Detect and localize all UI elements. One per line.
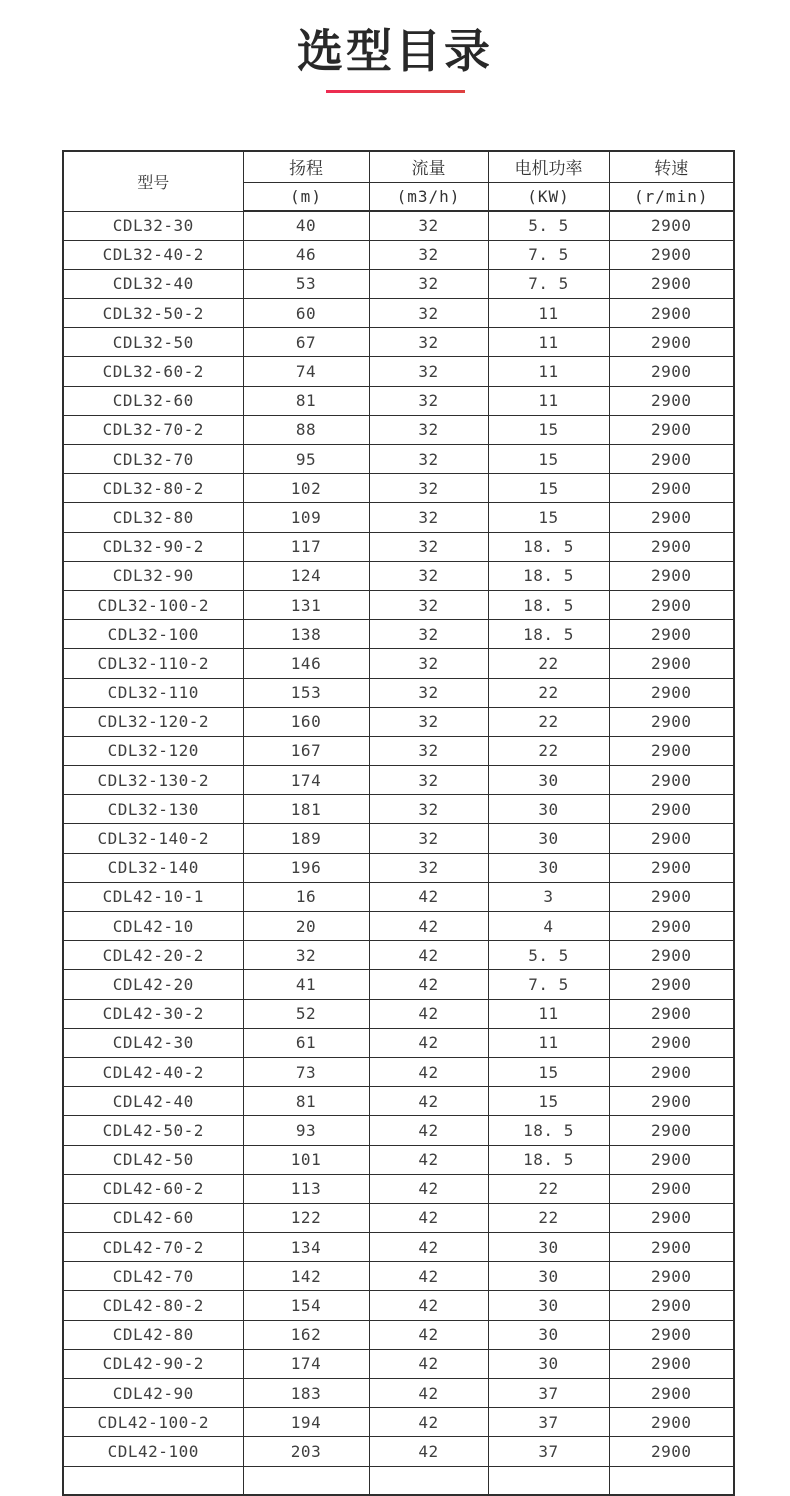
- flow-cell: 32: [369, 532, 488, 561]
- model-cell: CDL42-70: [63, 1262, 243, 1291]
- power-cell: 18. 5: [488, 590, 609, 619]
- column-header-power: 电机功率: [488, 151, 609, 182]
- table-row: [63, 678, 734, 707]
- table-body: [63, 211, 734, 1495]
- table-row: [63, 1408, 734, 1437]
- table-row: [63, 590, 734, 619]
- model-cell: CDL42-40-2: [63, 1057, 243, 1086]
- model-cell: CDL42-60: [63, 1203, 243, 1232]
- model-cell: CDL32-40: [63, 269, 243, 298]
- flow-cell: 42: [369, 1320, 488, 1349]
- power-cell: 7. 5: [488, 269, 609, 298]
- speed-cell: 2900: [609, 445, 734, 474]
- head-cell: 117: [243, 532, 369, 561]
- header-label-row: [63, 151, 734, 182]
- power-cell: 22: [488, 1174, 609, 1203]
- empty-cell: [369, 1466, 488, 1495]
- speed-cell: 2900: [609, 941, 734, 970]
- power-cell: 7. 5: [488, 240, 609, 269]
- flow-cell: 42: [369, 1203, 488, 1232]
- speed-cell: 2900: [609, 882, 734, 911]
- power-cell: 18. 5: [488, 1116, 609, 1145]
- power-cell: 30: [488, 824, 609, 853]
- flow-cell: 42: [369, 1087, 488, 1116]
- flow-cell: 42: [369, 999, 488, 1028]
- flow-cell: 32: [369, 503, 488, 532]
- table-row: [63, 1028, 734, 1057]
- speed-cell: 2900: [609, 649, 734, 678]
- partial-clipped-row: [63, 1466, 734, 1495]
- head-cell: 88: [243, 415, 369, 444]
- flow-cell: 42: [369, 912, 488, 941]
- table-row: [63, 1379, 734, 1408]
- power-cell: 18. 5: [488, 561, 609, 590]
- page-title: 选型目录: [297, 24, 493, 78]
- selection-catalog-table: [62, 150, 735, 1496]
- head-cell: 61: [243, 1028, 369, 1057]
- power-cell: 37: [488, 1379, 609, 1408]
- model-cell: CDL32-50-2: [63, 299, 243, 328]
- power-cell: 15: [488, 1087, 609, 1116]
- speed-cell: 2900: [609, 1028, 734, 1057]
- flow-cell: 42: [369, 1408, 488, 1437]
- head-cell: 95: [243, 445, 369, 474]
- model-cell: CDL32-50: [63, 328, 243, 357]
- table-row: [63, 970, 734, 999]
- head-cell: 32: [243, 941, 369, 970]
- flow-cell: 42: [369, 1028, 488, 1057]
- power-cell: 11: [488, 1028, 609, 1057]
- head-cell: 122: [243, 1203, 369, 1232]
- power-cell: 37: [488, 1437, 609, 1466]
- table-header: [63, 151, 734, 211]
- head-cell: 153: [243, 678, 369, 707]
- head-cell: 101: [243, 1145, 369, 1174]
- head-cell: 16: [243, 882, 369, 911]
- model-cell: CDL32-30: [63, 211, 243, 240]
- table-row: [63, 1291, 734, 1320]
- model-cell: CDL42-20-2: [63, 941, 243, 970]
- empty-cell: [609, 1466, 734, 1495]
- speed-cell: 2900: [609, 1233, 734, 1262]
- speed-cell: 2900: [609, 386, 734, 415]
- flow-cell: 42: [369, 1262, 488, 1291]
- model-cell: CDL32-80: [63, 503, 243, 532]
- table-row: [63, 532, 734, 561]
- speed-cell: 2900: [609, 1437, 734, 1466]
- speed-cell: 2900: [609, 1116, 734, 1145]
- table-row: [63, 882, 734, 911]
- table-row: [63, 503, 734, 532]
- speed-cell: 2900: [609, 853, 734, 882]
- model-cell: CDL42-50: [63, 1145, 243, 1174]
- column-unit-speed: (r/min): [609, 182, 734, 211]
- column-unit-power: (KW): [488, 182, 609, 211]
- table-row: [63, 474, 734, 503]
- speed-cell: 2900: [609, 999, 734, 1028]
- speed-cell: 2900: [609, 707, 734, 736]
- speed-cell: 2900: [609, 620, 734, 649]
- flow-cell: 42: [369, 1349, 488, 1378]
- head-cell: 138: [243, 620, 369, 649]
- model-cell: CDL32-100-2: [63, 590, 243, 619]
- flow-cell: 32: [369, 561, 488, 590]
- model-cell: CDL42-50-2: [63, 1116, 243, 1145]
- head-cell: 113: [243, 1174, 369, 1203]
- table-row: [63, 240, 734, 269]
- head-cell: 142: [243, 1262, 369, 1291]
- model-cell: CDL32-130-2: [63, 766, 243, 795]
- speed-cell: 2900: [609, 503, 734, 532]
- table-row: [63, 649, 734, 678]
- table-row: [63, 1349, 734, 1378]
- head-cell: 93: [243, 1116, 369, 1145]
- speed-cell: 2900: [609, 269, 734, 298]
- speed-cell: 2900: [609, 328, 734, 357]
- flow-cell: 42: [369, 1116, 488, 1145]
- flow-cell: 42: [369, 1145, 488, 1174]
- power-cell: 5. 5: [488, 941, 609, 970]
- model-cell: CDL32-120: [63, 736, 243, 765]
- head-cell: 41: [243, 970, 369, 999]
- model-cell: CDL42-90-2: [63, 1349, 243, 1378]
- power-cell: 7. 5: [488, 970, 609, 999]
- speed-cell: 2900: [609, 299, 734, 328]
- flow-cell: 32: [369, 474, 488, 503]
- power-cell: 18. 5: [488, 620, 609, 649]
- power-cell: 22: [488, 736, 609, 765]
- head-cell: 189: [243, 824, 369, 853]
- model-cell: CDL42-90: [63, 1379, 243, 1408]
- speed-cell: 2900: [609, 1262, 734, 1291]
- table-row: [63, 620, 734, 649]
- table-row: [63, 1057, 734, 1086]
- flow-cell: 32: [369, 736, 488, 765]
- model-cell: CDL42-80-2: [63, 1291, 243, 1320]
- model-cell: CDL42-40: [63, 1087, 243, 1116]
- model-cell: CDL32-40-2: [63, 240, 243, 269]
- speed-cell: 2900: [609, 1203, 734, 1232]
- flow-cell: 42: [369, 941, 488, 970]
- speed-cell: 2900: [609, 678, 734, 707]
- model-cell: CDL42-80: [63, 1320, 243, 1349]
- power-cell: 5. 5: [488, 211, 609, 240]
- speed-cell: 2900: [609, 766, 734, 795]
- power-cell: 30: [488, 1262, 609, 1291]
- power-cell: 11: [488, 299, 609, 328]
- model-cell: CDL32-140-2: [63, 824, 243, 853]
- flow-cell: 42: [369, 1233, 488, 1262]
- speed-cell: 2900: [609, 1349, 734, 1378]
- table-row: [63, 445, 734, 474]
- table-row: [63, 1262, 734, 1291]
- speed-cell: 2900: [609, 795, 734, 824]
- speed-cell: 2900: [609, 211, 734, 240]
- power-cell: 30: [488, 853, 609, 882]
- table-row: [63, 1116, 734, 1145]
- flow-cell: 32: [369, 269, 488, 298]
- speed-cell: 2900: [609, 590, 734, 619]
- power-cell: 18. 5: [488, 532, 609, 561]
- power-cell: 30: [488, 1233, 609, 1262]
- table-row: [63, 795, 734, 824]
- model-cell: CDL32-130: [63, 795, 243, 824]
- head-cell: 46: [243, 240, 369, 269]
- model-cell: CDL42-30: [63, 1028, 243, 1057]
- speed-cell: 2900: [609, 532, 734, 561]
- speed-cell: 2900: [609, 357, 734, 386]
- model-cell: CDL42-70-2: [63, 1233, 243, 1262]
- column-header-flow: 流量: [369, 151, 488, 182]
- power-cell: 30: [488, 766, 609, 795]
- speed-cell: 2900: [609, 824, 734, 853]
- model-cell: CDL42-100: [63, 1437, 243, 1466]
- table-row: [63, 707, 734, 736]
- flow-cell: 32: [369, 386, 488, 415]
- table-row: [63, 386, 734, 415]
- head-cell: 196: [243, 853, 369, 882]
- column-unit-head: (m): [243, 182, 369, 211]
- speed-cell: 2900: [609, 970, 734, 999]
- speed-cell: 2900: [609, 240, 734, 269]
- head-cell: 102: [243, 474, 369, 503]
- head-cell: 40: [243, 211, 369, 240]
- power-cell: 11: [488, 357, 609, 386]
- table-row: [63, 211, 734, 240]
- table-row: [63, 415, 734, 444]
- speed-cell: 2900: [609, 561, 734, 590]
- flow-cell: 32: [369, 590, 488, 619]
- head-cell: 67: [243, 328, 369, 357]
- power-cell: 30: [488, 1320, 609, 1349]
- power-cell: 30: [488, 795, 609, 824]
- speed-cell: 2900: [609, 736, 734, 765]
- head-cell: 52: [243, 999, 369, 1028]
- model-cell: CDL32-140: [63, 853, 243, 882]
- model-cell: CDL32-60: [63, 386, 243, 415]
- empty-cell: [488, 1466, 609, 1495]
- head-cell: 53: [243, 269, 369, 298]
- table-row: [63, 328, 734, 357]
- flow-cell: 32: [369, 678, 488, 707]
- head-cell: 160: [243, 707, 369, 736]
- head-cell: 167: [243, 736, 369, 765]
- head-cell: 73: [243, 1057, 369, 1086]
- model-cell: CDL42-60-2: [63, 1174, 243, 1203]
- model-cell: CDL42-20: [63, 970, 243, 999]
- head-cell: 181: [243, 795, 369, 824]
- table-row: [63, 299, 734, 328]
- model-cell: CDL32-100: [63, 620, 243, 649]
- head-cell: 154: [243, 1291, 369, 1320]
- speed-cell: 2900: [609, 1408, 734, 1437]
- model-cell: CDL32-110: [63, 678, 243, 707]
- flow-cell: 42: [369, 1174, 488, 1203]
- table-row: [63, 999, 734, 1028]
- speed-cell: 2900: [609, 1057, 734, 1086]
- flow-cell: 32: [369, 649, 488, 678]
- speed-cell: 2900: [609, 474, 734, 503]
- power-cell: 15: [488, 415, 609, 444]
- head-cell: 109: [243, 503, 369, 532]
- table-row: [63, 269, 734, 298]
- speed-cell: 2900: [609, 1320, 734, 1349]
- speed-cell: 2900: [609, 1145, 734, 1174]
- flow-cell: 42: [369, 970, 488, 999]
- head-cell: 183: [243, 1379, 369, 1408]
- empty-cell: [63, 1466, 243, 1495]
- model-cell: CDL32-90: [63, 561, 243, 590]
- flow-cell: 32: [369, 795, 488, 824]
- model-cell: CDL42-10: [63, 912, 243, 941]
- power-cell: 15: [488, 1057, 609, 1086]
- head-cell: 20: [243, 912, 369, 941]
- column-header-speed: 转速: [609, 151, 734, 182]
- power-cell: 22: [488, 678, 609, 707]
- power-cell: 18. 5: [488, 1145, 609, 1174]
- flow-cell: 32: [369, 299, 488, 328]
- flow-cell: 32: [369, 853, 488, 882]
- table-row: [63, 1203, 734, 1232]
- model-cell: CDL42-30-2: [63, 999, 243, 1028]
- model-cell: CDL32-90-2: [63, 532, 243, 561]
- power-cell: 15: [488, 445, 609, 474]
- power-cell: 11: [488, 386, 609, 415]
- head-cell: 131: [243, 590, 369, 619]
- model-cell: CDL42-100-2: [63, 1408, 243, 1437]
- table-row: [63, 853, 734, 882]
- column-header-head: 扬程: [243, 151, 369, 182]
- head-cell: 134: [243, 1233, 369, 1262]
- table-row: [63, 824, 734, 853]
- flow-cell: 32: [369, 707, 488, 736]
- speed-cell: 2900: [609, 1291, 734, 1320]
- column-unit-flow: (m3/h): [369, 182, 488, 211]
- head-cell: 81: [243, 386, 369, 415]
- table-row: [63, 912, 734, 941]
- flow-cell: 32: [369, 766, 488, 795]
- power-cell: 22: [488, 707, 609, 736]
- head-cell: 60: [243, 299, 369, 328]
- head-cell: 203: [243, 1437, 369, 1466]
- column-header-model: 型号: [63, 151, 243, 211]
- power-cell: 22: [488, 1203, 609, 1232]
- table-row: [63, 1437, 734, 1466]
- power-cell: 11: [488, 328, 609, 357]
- flow-cell: 32: [369, 415, 488, 444]
- head-cell: 174: [243, 766, 369, 795]
- speed-cell: 2900: [609, 415, 734, 444]
- flow-cell: 32: [369, 240, 488, 269]
- model-cell: CDL32-110-2: [63, 649, 243, 678]
- flow-cell: 32: [369, 211, 488, 240]
- power-cell: 37: [488, 1408, 609, 1437]
- head-cell: 124: [243, 561, 369, 590]
- power-cell: 15: [488, 474, 609, 503]
- power-cell: 30: [488, 1349, 609, 1378]
- model-cell: CDL32-80-2: [63, 474, 243, 503]
- title-underline: [326, 90, 465, 93]
- flow-cell: 32: [369, 824, 488, 853]
- table-row: [63, 1145, 734, 1174]
- table-row: [63, 941, 734, 970]
- model-cell: CDL42-10-1: [63, 882, 243, 911]
- power-cell: 15: [488, 503, 609, 532]
- power-cell: 3: [488, 882, 609, 911]
- table-row: [63, 1174, 734, 1203]
- model-cell: CDL32-120-2: [63, 707, 243, 736]
- model-cell: CDL32-60-2: [63, 357, 243, 386]
- flow-cell: 42: [369, 1057, 488, 1086]
- table-row: [63, 1233, 734, 1262]
- flow-cell: 32: [369, 445, 488, 474]
- flow-cell: 32: [369, 328, 488, 357]
- flow-cell: 42: [369, 882, 488, 911]
- head-cell: 74: [243, 357, 369, 386]
- speed-cell: 2900: [609, 1087, 734, 1116]
- flow-cell: 42: [369, 1437, 488, 1466]
- speed-cell: 2900: [609, 912, 734, 941]
- power-cell: 4: [488, 912, 609, 941]
- flow-cell: 42: [369, 1379, 488, 1408]
- table-row: [63, 736, 734, 765]
- model-cell: CDL32-70: [63, 445, 243, 474]
- power-cell: 30: [488, 1291, 609, 1320]
- table-row: [63, 1320, 734, 1349]
- head-cell: 174: [243, 1349, 369, 1378]
- flow-cell: 32: [369, 357, 488, 386]
- flow-cell: 42: [369, 1291, 488, 1320]
- table-row: [63, 1087, 734, 1116]
- head-cell: 81: [243, 1087, 369, 1116]
- table-row: [63, 561, 734, 590]
- speed-cell: 2900: [609, 1174, 734, 1203]
- empty-cell: [243, 1466, 369, 1495]
- head-cell: 162: [243, 1320, 369, 1349]
- power-cell: 11: [488, 999, 609, 1028]
- speed-cell: 2900: [609, 1379, 734, 1408]
- head-cell: 146: [243, 649, 369, 678]
- model-cell: CDL32-70-2: [63, 415, 243, 444]
- table-row: [63, 357, 734, 386]
- flow-cell: 32: [369, 620, 488, 649]
- head-cell: 194: [243, 1408, 369, 1437]
- table-row: [63, 766, 734, 795]
- power-cell: 22: [488, 649, 609, 678]
